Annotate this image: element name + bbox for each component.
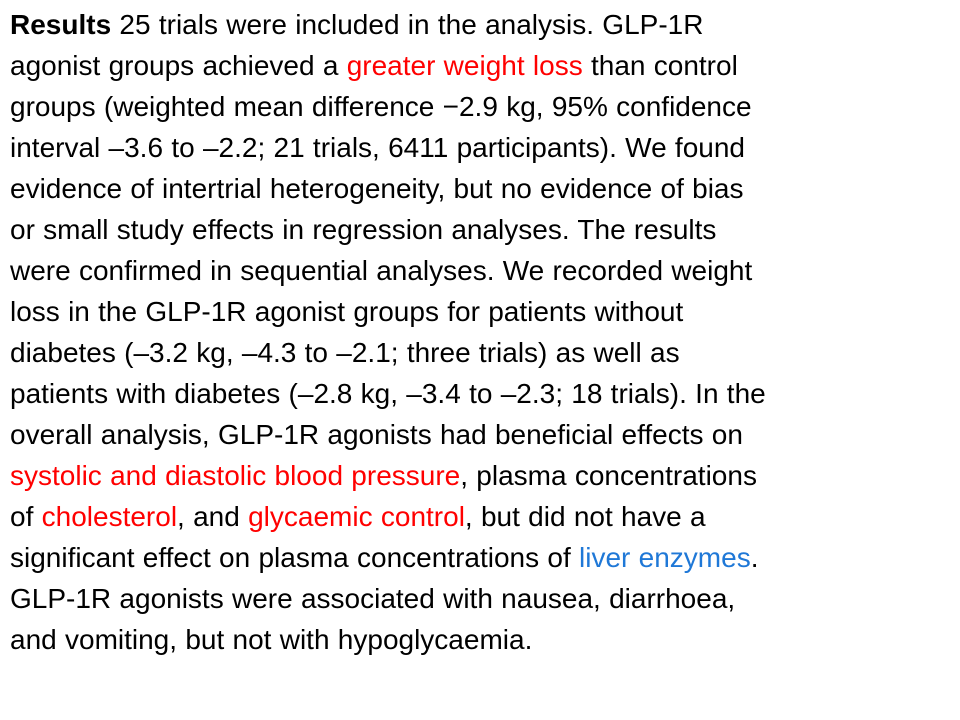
text-line bbox=[10, 578, 952, 619]
text-run: were confirmed in sequential analyses. We recorded weight bbox=[10, 255, 753, 286]
text-run: of bbox=[10, 501, 42, 532]
text-run: diabetes (–3.2 kg, –4.3 to –2.1; three trials) as well as bbox=[10, 337, 680, 368]
text-line bbox=[10, 537, 952, 578]
text-run: groups (weighted mean difference −2.9 kg, 95% confidence bbox=[10, 91, 752, 122]
text-run: interval –3.6 to –2.2; 21 trials, 6411 participants). We found bbox=[10, 132, 746, 163]
text-line bbox=[10, 45, 952, 86]
highlight-cholesterol: cholesterol bbox=[41, 501, 178, 532]
highlight-weight-loss: greater weight loss bbox=[346, 50, 583, 81]
text-run: GLP-1R agonists were associated with nausea, diarrhoea, bbox=[10, 583, 736, 614]
text-run: , plasma concentrations bbox=[460, 460, 757, 491]
text-line bbox=[10, 291, 952, 332]
text-run: , and bbox=[177, 501, 249, 532]
text-run: or small study effects in regression analyses. The results bbox=[10, 214, 717, 245]
text-run: overall analysis, GLP-1R agonists had beneficial effects on bbox=[10, 419, 743, 450]
text-run: than control bbox=[582, 50, 738, 81]
highlight-glycaemic-control: glycaemic control bbox=[248, 501, 465, 532]
text-line bbox=[10, 496, 952, 537]
results-paragraph bbox=[10, 4, 952, 660]
highlight-liver-enzymes: liver enzymes bbox=[579, 542, 751, 573]
text-line bbox=[10, 250, 952, 291]
text-line bbox=[10, 4, 952, 45]
text-line bbox=[10, 332, 952, 373]
highlight-blood-pressure: systolic and diastolic blood pressure bbox=[10, 460, 461, 491]
text-run: evidence of intertrial heterogeneity, but no evidence of bias bbox=[10, 173, 744, 204]
text-run: and vomiting, but not with hypoglycaemia. bbox=[10, 624, 533, 655]
text-run: 25 trials were included in the analysis. GLP-1R bbox=[111, 9, 704, 40]
text-line bbox=[10, 619, 952, 660]
text-line bbox=[10, 127, 952, 168]
text-run: agonist groups achieved a bbox=[10, 50, 347, 81]
text-run: significant effect on plasma concentrations of bbox=[10, 542, 580, 573]
text-line bbox=[10, 168, 952, 209]
results-heading: Results bbox=[10, 9, 112, 40]
text-line bbox=[10, 455, 952, 496]
text-line bbox=[10, 209, 952, 250]
text-run: loss in the GLP-1R agonist groups for patients without bbox=[10, 296, 684, 327]
text-run: . bbox=[750, 542, 759, 573]
text-run: , but did not have a bbox=[464, 501, 706, 532]
text-line bbox=[10, 414, 952, 455]
text-run: patients with diabetes (–2.8 kg, –3.4 to –2.3; 18 trials). In the bbox=[10, 378, 766, 409]
text-line bbox=[10, 86, 952, 127]
text-line bbox=[10, 373, 952, 414]
